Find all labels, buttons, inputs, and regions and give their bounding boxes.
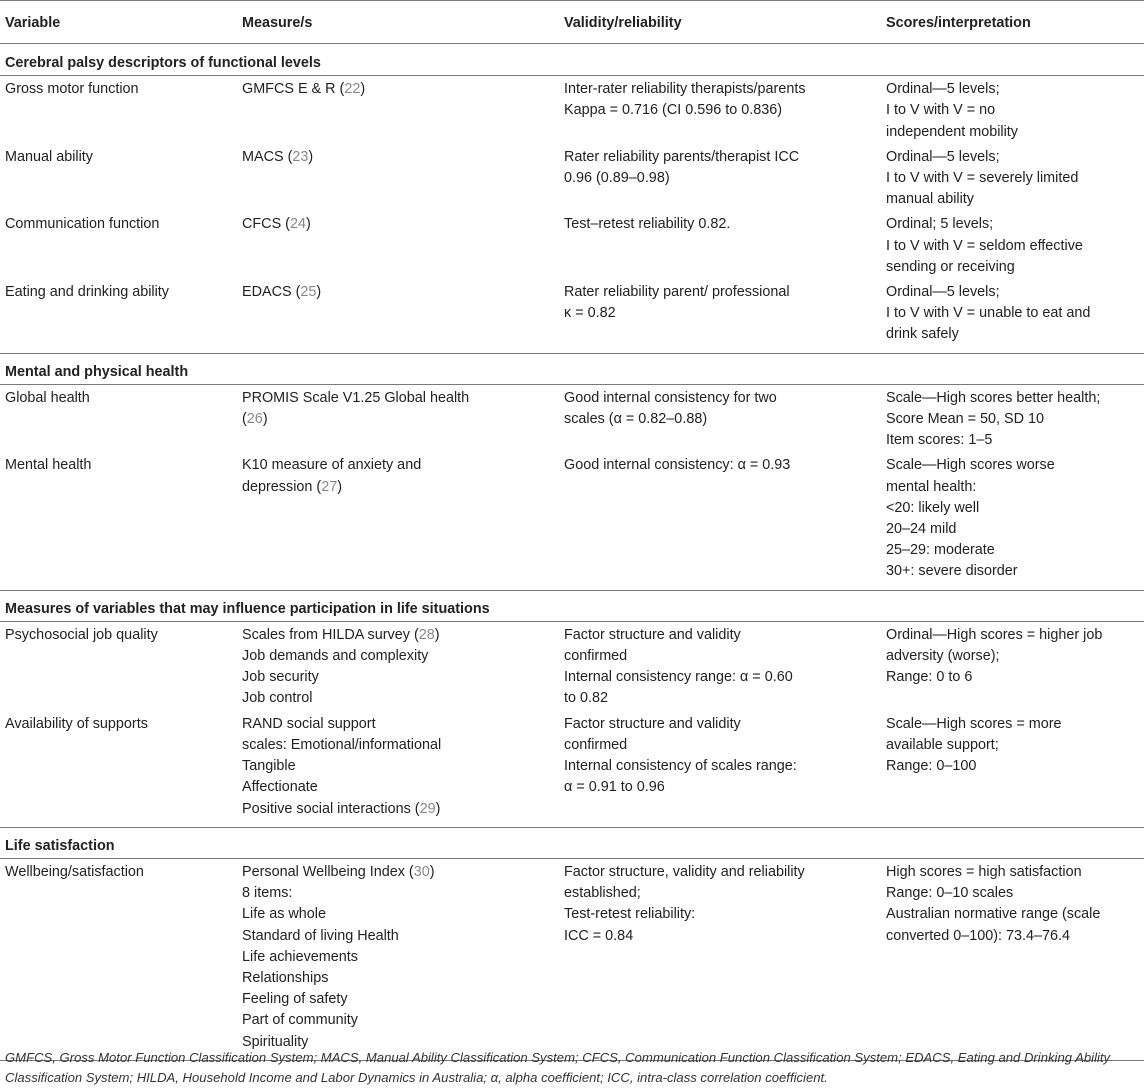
cell-line [242,1010,564,1031]
cell-line: drink safely [886,326,959,343]
cell-line: to 0.82 [564,690,609,707]
cell-line [242,714,564,735]
cell-line: Psychosocial job quality [5,626,158,643]
cell-line [242,477,564,498]
validity-cell [564,144,886,212]
cell-line: available support; [886,736,999,753]
cell-line: Test–retest reliability 0.82. [564,216,731,233]
table-row [0,711,1144,828]
measure-text: ) [434,626,440,643]
cell-line: independent mobility [886,123,1019,140]
measure-text: Life as whole [242,906,326,923]
cell-line: Range: 0–100 [886,758,977,775]
cell-line [242,79,564,100]
measure-text: Spirituality [242,1033,309,1050]
measure-text: CFCS ( [242,216,290,233]
measure-text: Job security [242,669,319,686]
cell-line [242,883,564,904]
cell-line [242,968,564,989]
reference-link[interactable]: 29 [419,800,436,817]
cell-line: Ordinal—5 levels; [886,81,1000,98]
cell-line [242,688,564,709]
measure-text: ) [337,478,343,495]
cell-line: 25–29: moderate [886,542,995,559]
cell-line [242,409,564,430]
validity-cell [564,452,886,590]
measure-text: Life achievements [242,948,358,965]
measure-text: ) [262,411,268,428]
variable-cell [0,384,242,452]
header-scores: Scores/interpretation [886,1,1144,44]
scores-cell [886,144,1144,212]
cell-line: scales (α = 0.82–0.88) [564,411,708,428]
measure-text: ) [308,148,314,165]
cell-line: 0.96 (0.89–0.98) [564,170,670,187]
measure-text: Positive social interactions ( [242,800,420,817]
validity-cell [564,858,886,1060]
cell-line: Australian normative range (scale [886,906,1101,923]
cell-line: Communication function [5,216,160,233]
variable-cell [0,452,242,590]
cell-line: 20–24 mild [886,521,957,538]
measure-text: Tangible [242,758,296,775]
table-row [0,384,1144,452]
reference-link[interactable]: 23 [292,148,309,165]
measure-text: Feeling of safety [242,991,348,1008]
cell-line [242,667,564,688]
measure-text: Scales from HILDA survey ( [242,626,419,643]
cell-line [242,282,564,303]
measure-cell [242,384,564,452]
cell-line: sending or receiving [886,258,1015,275]
measure-text: Part of community [242,1012,358,1029]
cell-line: Rater reliability parents/therapist ICC [564,148,800,165]
cell-line [242,147,564,168]
measure-text: 8 items: [242,885,293,902]
variable-cell [0,76,242,144]
measure-text: GMFCS E & R ( [242,81,345,98]
measure-text: depression ( [242,478,322,495]
cell-line: High scores = high satisfaction [886,863,1082,880]
measure-text: K10 measure of anxiety and [242,457,422,474]
cell-line: Availability of supports [5,715,148,732]
variable-cell [0,621,242,710]
cell-line: Internal consistency of scales range: [564,758,797,775]
variable-cell [0,711,242,828]
measure-text: Personal Wellbeing Index ( [242,863,414,880]
section-title: Life satisfaction [0,827,1144,858]
table-row [0,279,1144,353]
cell-line: mental health: [886,478,977,495]
measure-cell [242,858,564,1060]
cell-line: adversity (worse); [886,648,1000,665]
cell-line [242,947,564,968]
cell-line [242,625,564,646]
cell-line: Gross motor function [5,81,139,98]
cell-line: Inter-rater reliability therapists/parents [564,81,806,98]
validity-cell [564,711,886,828]
table-header [0,1,1144,44]
measure-cell [242,76,564,144]
measure-text: ) [435,800,441,817]
table-row [0,621,1144,710]
measure-text: ) [429,863,435,880]
cell-line [242,646,564,667]
cell-line: confirmed [564,648,628,665]
cell-line: Ordinal; 5 levels; [886,216,994,233]
measure-cell [242,211,564,279]
reference-link[interactable]: 24 [289,216,306,233]
scores-cell [886,858,1144,1060]
measure-text: Relationships [242,969,329,986]
table-body [0,44,1144,1061]
section-title: Cerebral palsy descriptors of functional levels [0,44,1144,76]
cell-line: Eating and drinking ability [5,284,169,301]
scores-cell [886,384,1144,452]
measure-text: Affectionate [242,779,318,796]
cell-line [242,799,564,820]
header-measures: Measure/s [242,1,564,44]
reference-link[interactable]: 26 [246,411,263,428]
scores-cell [886,279,1144,353]
table-row [0,211,1144,279]
validity-cell [564,384,886,452]
cell-line: Global health [5,389,90,406]
cell-line: Factor structure and validity [564,715,741,732]
cell-line: Ordinal—5 levels; [886,284,1000,301]
measure-text: ) [360,81,366,98]
measure-cell [242,452,564,590]
measure-text: PROMIS Scale V1.25 Global health [242,389,470,406]
variable-cell [0,279,242,353]
section-row [0,44,1144,76]
cell-line: I to V with V = seldom effective [886,237,1083,254]
cell-line: Factor structure, validity and reliability [564,863,805,880]
cell-line: Factor structure and validity [564,626,741,643]
measure-text: ) [316,284,322,301]
cell-line [242,756,564,777]
measure-text: Standard of living Health [242,927,399,944]
cell-line: ICC = 0.84 [564,927,634,944]
measure-text: scales: Emotional/informational [242,736,442,753]
validity-cell [564,621,886,710]
reference-link[interactable]: 28 [418,626,435,643]
table-row [0,144,1144,212]
cell-line: Manual ability [5,148,93,165]
cell-line: Range: 0–10 scales [886,885,1014,902]
cell-line: manual ability [886,191,974,208]
cell-line: α = 0.91 to 0.96 [564,779,665,796]
measure-text: ( [242,411,247,428]
scores-cell [886,76,1144,144]
variable-cell [0,858,242,1060]
cell-line: Item scores: 1–5 [886,432,993,449]
measure-text: MACS ( [242,148,293,165]
header-variable: Variable [0,1,242,44]
section-row [0,353,1144,384]
measure-cell [242,621,564,710]
cell-line: Scale—High scores = more [886,715,1062,732]
cell-line: 30+: severe disorder [886,563,1018,580]
table-row [0,452,1144,590]
cell-line: κ = 0.82 [564,305,616,322]
cell-line [242,735,564,756]
cell-line: Scale—High scores better health; [886,389,1101,406]
measure-cell [242,711,564,828]
cell-line: Ordinal—5 levels; [886,148,1000,165]
cell-line [242,388,564,409]
cell-line [242,455,564,476]
cell-line: I to V with V = no [886,102,996,119]
cell-line: Kappa = 0.716 (CI 0.596 to 0.836) [564,102,783,119]
cell-line: Range: 0 to 6 [886,669,973,686]
measure-text: RAND social support [242,715,376,732]
header-validity: Validity/reliability [564,1,886,44]
table-row [0,858,1144,1060]
section-title: Measures of variables that may influence participation in life situations [0,590,1144,621]
validity-cell [564,279,886,353]
cell-line: Score Mean = 50, SD 10 [886,411,1044,428]
measure-text: Job control [242,690,313,707]
cell-line: I to V with V = severely limited [886,170,1079,187]
cell-line: Good internal consistency for two [564,389,777,406]
cell-line: Wellbeing/satisfaction [5,863,144,880]
cell-line: converted 0–100): 73.4–76.4 [886,927,1071,944]
scores-cell [886,211,1144,279]
section-row [0,590,1144,621]
table-footnote: GMFCS, Gross Motor Function Classification System; MACS, Manual Ability Classification System; CFCS, Communication Function Classification System; EDACS, Eating and Drinking Ability Classification System; HILDA, Household Income and Labor Dynamics in Australia; α, alpha coefficient; ICC, intra-class correlation coefficient. [5,1050,1111,1085]
cell-line [242,777,564,798]
cell-line: established; [564,885,641,902]
variable-cell [0,211,242,279]
measure-text: EDACS ( [242,284,301,301]
scores-cell [886,452,1144,590]
cell-line [242,214,564,235]
reference-link[interactable]: 27 [321,478,338,495]
cell-line: I to V with V = unable to eat and [886,305,1091,322]
section-row [0,827,1144,858]
measure-cell [242,279,564,353]
cell-line: confirmed [564,736,628,753]
cell-line: Scale—High scores worse [886,457,1055,474]
cell-line: Test-retest reliability: [564,906,696,923]
cell-line: Ordinal—High scores = higher job [886,626,1103,643]
header-row [0,1,1144,44]
cell-line [242,989,564,1010]
cell-line [242,904,564,925]
cell-line: Rater reliability parent/ professional [564,284,790,301]
section-title: Mental and physical health [0,353,1144,384]
validity-cell [564,76,886,144]
table-row [0,76,1144,144]
cell-line: <20: likely well [886,499,980,516]
cell-line: Mental health [5,457,92,474]
validity-cell [564,211,886,279]
scores-cell [886,621,1144,710]
measure-text: Job demands and complexity [242,648,429,665]
variable-cell [0,144,242,212]
reference-link[interactable]: 30 [413,863,430,880]
measure-text: ) [305,216,311,233]
reference-link[interactable]: 25 [300,284,317,301]
cell-line: Good internal consistency: α = 0.93 [564,457,791,474]
cell-line [242,926,564,947]
reference-link[interactable]: 22 [344,81,361,98]
measure-cell [242,144,564,212]
cell-line: Internal consistency range: α = 0.60 [564,669,793,686]
scores-cell [886,711,1144,828]
cell-line [242,862,564,883]
